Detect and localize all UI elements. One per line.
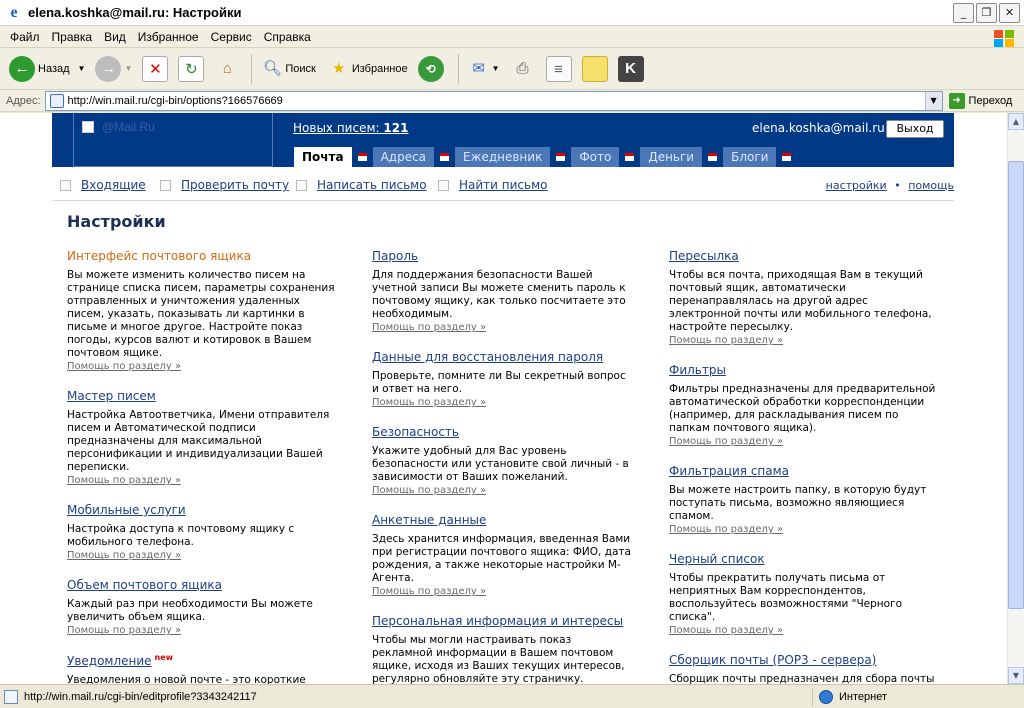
section-notifications	[67, 653, 337, 684]
section-letter-wizard	[67, 389, 337, 486]
back-arrow-icon: ←	[9, 56, 35, 82]
section-help-link[interactable]: Помощь по разделу »	[372, 397, 487, 408]
section-description: Укажите удобный для Вас уровень безопасности или установите свой личный - в зависимости от Ваших пожеланий.	[372, 445, 629, 483]
history-button[interactable]	[415, 52, 450, 86]
windows-logo-icon	[990, 28, 1018, 48]
quick-nav	[52, 175, 954, 201]
globe-icon	[819, 690, 833, 704]
nav-separator: •	[894, 179, 901, 192]
address-label: Адрес:	[6, 94, 41, 107]
section-help-link[interactable]: Помощь по разделу »	[669, 524, 784, 535]
chevron-down-icon[interactable]: ▼	[77, 64, 86, 73]
back-label: Назад	[38, 62, 70, 75]
section-help-link[interactable]: Помощь по разделу »	[67, 625, 182, 636]
section-description: Здесь хранится информация, введенная Вами при регистрации почтового ящика: ФИО, дата рождения, а также некоторые настройки М-Агента.	[372, 533, 631, 584]
section-help-link[interactable]: Помощь по разделу »	[67, 475, 182, 486]
back-button[interactable]	[6, 52, 88, 86]
section-password	[372, 249, 634, 333]
scroll-thumb[interactable]	[1008, 161, 1024, 609]
section-description: Сборщик почты предназначен для сбора почты	[669, 673, 935, 684]
search-label: Поиск	[285, 62, 316, 75]
settings-column-3	[669, 249, 939, 684]
tab-blogs[interactable]: Блоги	[723, 147, 777, 167]
settings-column-2	[372, 249, 634, 684]
section-personal-interests	[372, 614, 634, 684]
menu-bar	[0, 26, 1024, 48]
window-title: elena.koshka@mail.ru: Настройки	[28, 5, 242, 20]
ie-icon: e	[10, 3, 18, 21]
compose-icon	[296, 180, 307, 191]
menu-tools[interactable]: Сервис	[210, 29, 252, 44]
stop-icon: ✕	[142, 56, 168, 82]
section-description: Фильтры предназначены для предварительной автоматической обработки корреспонденции (например, для раскладывания писем по папкам почтового ящика).	[669, 383, 936, 434]
settings-link[interactable]: настройки	[825, 179, 887, 192]
section-description: Чтобы вся почта, приходящая Вам в текущий почтовый ящик, автоматически перенаправлялась на другой адрес электронной почты или мобильного телефона, настройте пересылку.	[669, 269, 932, 333]
section-description: Каждый раз при необходимости Вы можете увеличить объем ящика.	[67, 598, 313, 623]
section-description: Вы можете настроить папку, в которую будут поступать письма, возможно являющиеся спамом.	[669, 484, 927, 522]
forward-arrow-icon: →	[95, 56, 121, 82]
nav-check-mail[interactable]: Проверить почту	[160, 178, 289, 192]
tab-mail-marker-icon[interactable]	[353, 147, 373, 167]
zone-label: Интернет	[839, 691, 887, 703]
section-help-link[interactable]: Помощь по разделу »	[372, 322, 487, 333]
minimize-button[interactable]: _	[953, 3, 974, 23]
section-title[interactable]: Мастер писем	[67, 389, 156, 403]
page-title: Настройки	[67, 212, 166, 231]
nav-right	[826, 179, 954, 192]
section-password-recovery	[372, 350, 634, 408]
mail-button[interactable]	[463, 52, 503, 86]
section-title: Интерфейс почтового ящика	[67, 249, 252, 263]
section-description: Вы можете изменить количество писем на странице списка писем, параметры сохранения отправленных и уничтожения удаленных писем, указать, показывать ли картинки в письме и многое другое. Настройте показ погоды, курсов валют и котировок в Вашем почтовом ящике.	[67, 269, 335, 359]
scroll-down-icon[interactable]: ▼	[1008, 667, 1024, 684]
edit-page-icon: ≡	[546, 56, 572, 82]
inbox-icon	[60, 180, 71, 191]
menu-favorites[interactable]: Избранное	[137, 29, 199, 44]
new-badge: new	[154, 653, 174, 662]
status-bar	[0, 684, 1024, 708]
section-title[interactable]: Пересылка	[669, 249, 739, 263]
section-title[interactable]: Объем почтового ящика	[67, 578, 222, 592]
tab-addresses-marker-icon[interactable]	[435, 147, 455, 167]
section-pop3-collector	[669, 653, 939, 684]
menu-file[interactable]: Файл	[10, 29, 40, 44]
section-mailbox-size	[67, 578, 337, 636]
mail-icon: ✉	[472, 59, 485, 77]
home-icon: ⌂	[222, 59, 232, 77]
find-icon	[438, 180, 449, 191]
user-email: elena.koshka@mail.ru	[752, 121, 885, 135]
tab-calendar-marker-icon[interactable]	[551, 147, 571, 167]
scroll-up-icon[interactable]: ▲	[1008, 113, 1024, 130]
tab-money-marker-icon[interactable]	[703, 147, 723, 167]
note-icon	[582, 56, 608, 82]
tab-mail[interactable]: Почта	[294, 147, 353, 167]
separator	[458, 54, 459, 84]
nav-compose[interactable]: Написать письмо	[296, 178, 427, 192]
nav-inbox[interactable]: Входящие	[60, 178, 146, 192]
favorites-button[interactable]	[323, 52, 411, 86]
tab-calendar[interactable]: Ежедневник	[455, 147, 551, 167]
section-help-link[interactable]: Помощь по разделу »	[372, 485, 487, 496]
section-help-link[interactable]: Помощь по разделу »	[669, 436, 784, 447]
section-filters	[669, 363, 939, 447]
page-icon	[50, 94, 64, 108]
toolbar	[0, 48, 1024, 90]
section-description: Проверьте, помните ли Вы секретный вопрос и ответ на него.	[372, 370, 626, 395]
logo-text: @Mail.Ru	[102, 120, 155, 134]
printer-icon: ⎙	[516, 59, 529, 77]
status-url: http://win.mail.ru/cgi-bin/editprofile?3343242117	[24, 690, 257, 703]
menu-help[interactable]: Справка	[263, 29, 311, 44]
section-title[interactable]: Фильтры	[669, 363, 726, 377]
page-viewport	[0, 113, 1007, 684]
section-blacklist	[669, 552, 939, 636]
separator	[251, 54, 252, 84]
logo-area[interactable]	[73, 113, 273, 167]
section-help-link[interactable]: Помощь по разделу »	[372, 586, 487, 597]
page-icon	[4, 690, 18, 704]
section-security	[372, 425, 634, 496]
chevron-down-icon: ▼	[491, 64, 500, 73]
go-arrow-icon: ➜	[949, 93, 965, 109]
section-help-link[interactable]: Помощь по разделу »	[67, 550, 182, 561]
new-mail-label: Новых писем:	[293, 121, 380, 135]
logout-button[interactable]: Выход	[886, 120, 944, 138]
nav-search-mail[interactable]: Найти письмо	[438, 178, 548, 192]
title-bar	[0, 0, 1024, 26]
tab-photo[interactable]: Фото	[571, 147, 620, 167]
search-icon: 🔍︎	[262, 59, 282, 77]
section-mobile-services	[67, 503, 337, 561]
settings-column-1	[67, 249, 337, 684]
new-mail-link[interactable]	[293, 121, 408, 135]
section-help-link[interactable]: Помощь по разделу »	[67, 361, 182, 372]
section-title[interactable]: Фильтрация спама	[669, 464, 790, 478]
search-button[interactable]	[256, 52, 318, 86]
section-title[interactable]: Данные для восстановления пароля	[372, 350, 604, 364]
menu-edit[interactable]: Правка	[51, 29, 93, 44]
star-icon: ★	[332, 59, 346, 77]
section-description: Для поддержания безопасности Вашей учетной записи Вы можете сменить пароль к почтовому ящику, как только посчитаете это необходимым.	[372, 269, 626, 320]
section-description: Настройка доступа к почтовому ящику с мобильного телефона.	[67, 523, 295, 548]
notes-button[interactable]	[579, 52, 611, 86]
address-bar	[0, 90, 1024, 112]
section-title[interactable]: Черный список	[669, 552, 765, 566]
tab-money[interactable]: Деньги	[640, 147, 703, 167]
section-forwarding	[669, 249, 939, 346]
forward-button[interactable]	[92, 52, 135, 86]
section-spam-filtering	[669, 464, 939, 535]
home-button[interactable]	[211, 52, 243, 86]
favorites-label: Избранное	[351, 62, 408, 75]
close-button[interactable]: ✕	[999, 3, 1020, 23]
security-zone	[812, 688, 887, 706]
maximize-button[interactable]: ❐	[976, 3, 997, 23]
mailru-logo-icon	[82, 121, 94, 133]
section-profile-data	[372, 513, 634, 597]
help-link[interactable]: помощь	[908, 179, 954, 192]
section-description: Уведомления о новой почте - это короткие	[67, 673, 306, 684]
section-title[interactable]: Уведомление	[67, 653, 152, 668]
section-title[interactable]: Мобильные услуги	[67, 503, 186, 517]
section-help-link[interactable]: Помощь по разделу »	[669, 625, 784, 636]
section-title[interactable]: Пароль	[372, 249, 419, 263]
section-description: Настройка Автоответчика, Имени отправителя писем и Автоматической подписи предназначены для максимальной персонификации и индивидуализации Вашей переписки.	[67, 409, 330, 473]
section-title[interactable]: Безопасность	[372, 425, 459, 439]
section-description: Чтобы прекратить получать письма от неприятных Вам корреспондентов, воспользуйтесь возможностями "Черного списка".	[669, 572, 903, 623]
history-icon: ⟲	[418, 56, 444, 82]
mail-header	[52, 113, 954, 167]
address-input[interactable]	[45, 91, 943, 111]
section-description: Чтобы мы могли настраивать показ рекламной информации в Вашем почтовом ящике, исходя из Ваших текущих интересов, регулярно обновляйте эту страничку.	[372, 634, 625, 684]
refresh-icon: ↻	[178, 56, 204, 82]
section-title[interactable]: Анкетные данные	[372, 513, 487, 527]
menu-view[interactable]: Вид	[104, 29, 126, 44]
go-label: Переход	[968, 94, 1013, 107]
new-mail-count: 121	[383, 121, 409, 135]
tab-photo-marker-icon[interactable]	[620, 147, 640, 167]
check-mail-icon	[160, 180, 171, 191]
chevron-down-icon[interactable]: ▼	[925, 92, 942, 110]
print-button[interactable]	[507, 52, 539, 86]
service-tabs	[294, 147, 797, 167]
section-title[interactable]: Персональная информация и интересы	[372, 614, 624, 628]
section-title[interactable]: Сборщик почты (POP3 - сервера)	[669, 653, 877, 667]
edit-button[interactable]	[543, 52, 575, 86]
go-button[interactable]	[949, 93, 1013, 109]
stop-button[interactable]	[139, 52, 171, 86]
address-url[interactable]: http://win.mail.ru/cgi-bin/options?166576669	[67, 94, 283, 107]
section-mailbox-interface	[67, 249, 337, 372]
tab-addresses[interactable]: Адреса	[373, 147, 435, 167]
refresh-button[interactable]	[175, 52, 207, 86]
section-help-link[interactable]: Помощь по разделу »	[669, 335, 784, 346]
k-icon: K	[618, 56, 644, 82]
vertical-scrollbar[interactable]	[1007, 113, 1024, 684]
chevron-down-icon: ▼	[124, 64, 133, 73]
k-button[interactable]	[615, 52, 647, 86]
tab-blogs-marker-icon[interactable]	[777, 147, 797, 167]
